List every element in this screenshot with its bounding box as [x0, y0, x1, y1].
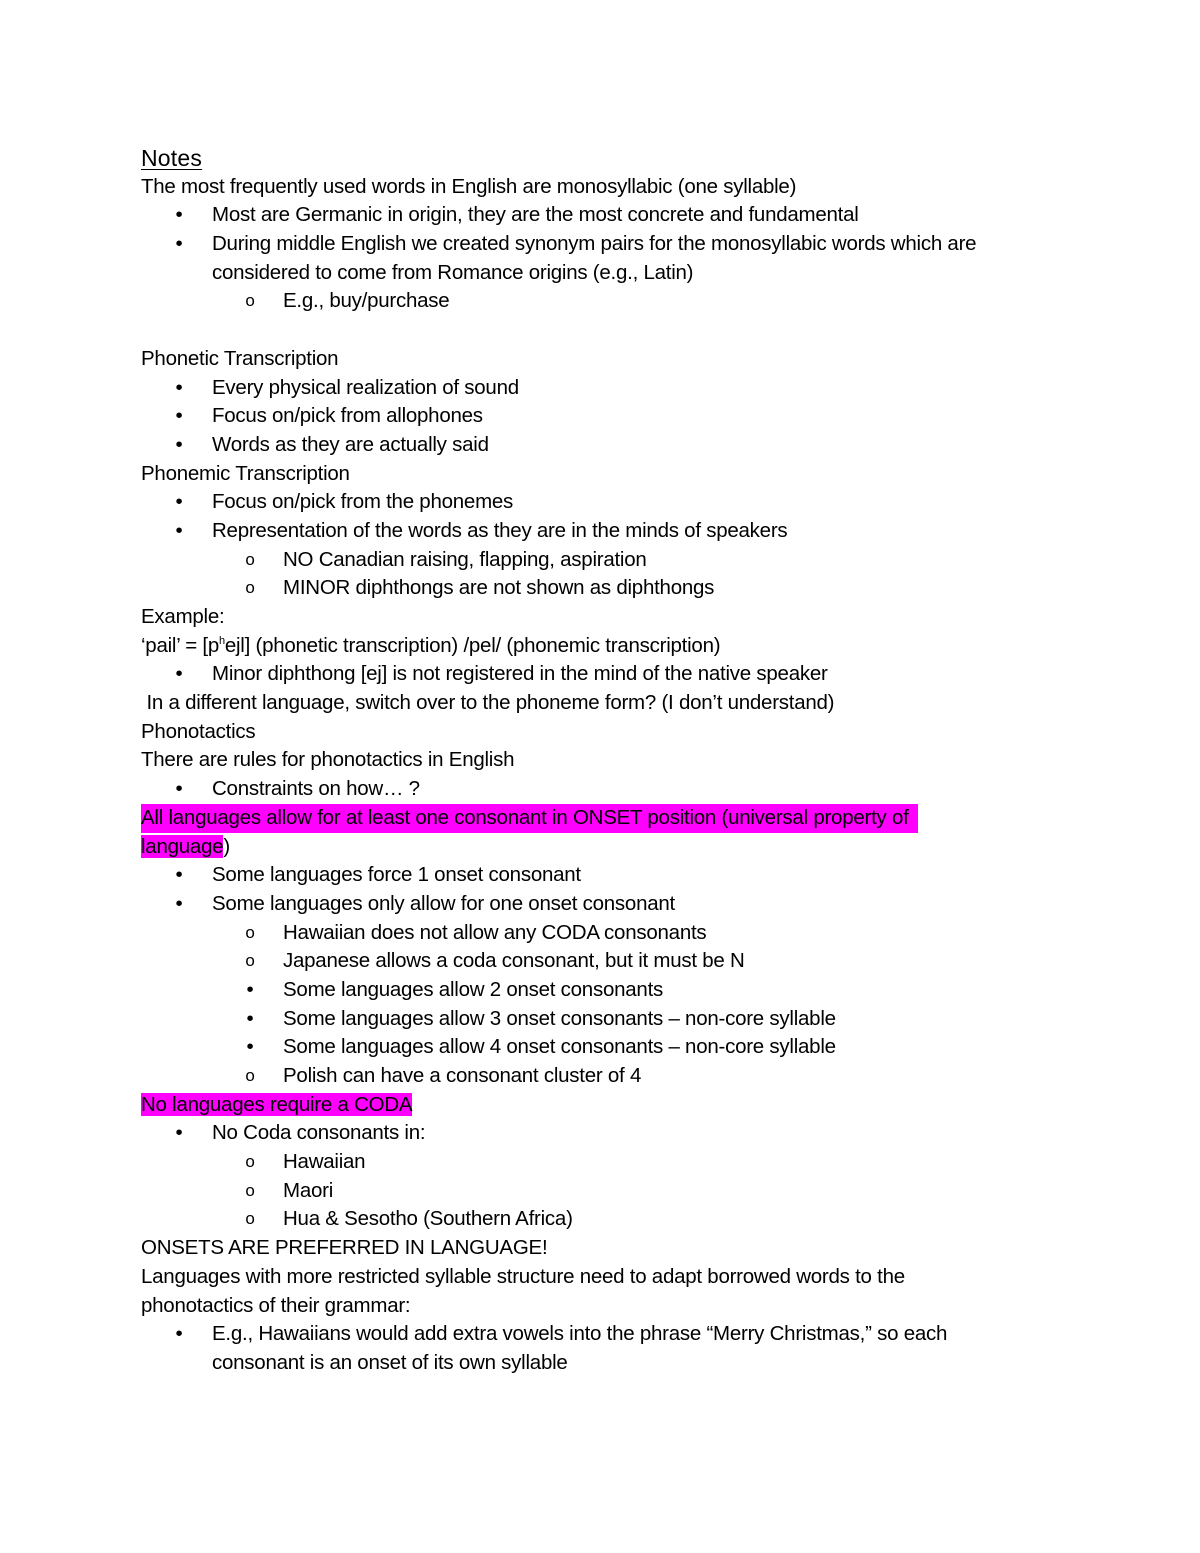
list-item [141, 775, 1121, 804]
sub-bullet-icon: o [245, 1209, 255, 1229]
sub-bullet-icon: o [245, 1180, 255, 1200]
list-item [141, 660, 1121, 689]
example-transcription [141, 632, 1121, 661]
bullet-icon: • [175, 375, 183, 399]
example-text-end: ejl] (phonetic transcription) /pel/ (phonemic transcription) [224, 633, 721, 657]
list-item-text: Minor diphthong [ej] is not registered in the mind of the native speaker [212, 662, 828, 686]
sub-list-item [141, 976, 1121, 1005]
aspiration-superscript: h [218, 634, 225, 647]
list-item-text: considered to come from Romance origins (e.g., Latin) [212, 260, 694, 284]
sub-bullet-icon: o [245, 922, 255, 942]
section-heading-phonotactics: Phonotactics [141, 719, 256, 743]
sub-bullet-icon: o [245, 951, 255, 971]
section-heading-phonetic: Phonetic Transcription [141, 346, 339, 370]
bullet-icon: • [175, 432, 183, 456]
sub-bullet-icon: o [245, 578, 255, 598]
phonotactics-rules: There are rules for phonotactics in English [141, 748, 515, 772]
highlighted-text: language [141, 834, 224, 858]
list-item-text: Some languages only allow for one onset consonant [212, 891, 675, 915]
sub-list-item-text: MINOR diphthongs are not shown as diphthongs [283, 576, 715, 600]
sub-list-item-text: Hawaiian [283, 1150, 366, 1174]
bullet-icon: • [175, 1322, 183, 1346]
highlight-onset-line-1 [141, 804, 1121, 833]
highlighted-text: No languages require a CODA [141, 1092, 413, 1116]
bullet-icon: • [246, 1006, 254, 1030]
sub-list-item-text: Maori [283, 1178, 334, 1202]
sub-list-item [141, 287, 1121, 316]
document-page [141, 144, 1121, 1378]
sub-list [141, 919, 1121, 1091]
sub-list-item-text: Hua & Sesotho (Southern Africa) [283, 1207, 573, 1231]
bullet-icon: • [175, 777, 183, 801]
sub-list-item [141, 947, 1121, 976]
highlight-coda-line [141, 1091, 1121, 1120]
list-item-text: Every physical realization of sound [212, 375, 519, 399]
sub-list-item-text: E.g., buy/purchase [283, 289, 450, 313]
list-item-text: Constraints on how… ? [212, 777, 420, 801]
list-item [141, 517, 1121, 546]
sub-list-item-text: Polish can have a consonant cluster of 4 [283, 1064, 642, 1087]
list-item-text: Words as they are actually said [212, 432, 489, 456]
onsets-preferred: ONSETS ARE PREFERRED IN LANGUAGE! [141, 1236, 548, 1260]
sub-list-item [141, 1205, 1121, 1234]
list-item-text: Most are Germanic in origin, they are the most concrete and fundamental [212, 203, 859, 227]
bullet-icon: • [175, 518, 183, 542]
bullet-icon: • [175, 203, 183, 227]
list-item-continuation [141, 1349, 1121, 1378]
sub-list-item-text: Some languages allow 2 onset consonants [283, 977, 664, 1001]
list-item-text: Focus on/pick from allophones [212, 404, 483, 428]
intro-text: The most frequently used words in English are monosyllabic (one syllable) [141, 174, 797, 198]
list-item [141, 431, 1121, 460]
bullet-icon: • [175, 404, 183, 428]
sub-list-item-text: NO Canadian raising, flapping, aspiration [283, 547, 647, 571]
sub-bullet-icon: o [245, 291, 255, 311]
bullet-icon: • [175, 863, 183, 887]
closing-paren: ) [223, 834, 230, 858]
list-item [141, 488, 1121, 517]
sub-list-item [141, 919, 1121, 948]
list-item-text: consonant is an onset of its own syllable [212, 1350, 568, 1374]
section-heading-phonemic: Phonemic Transcription [141, 461, 350, 485]
list-item-text: E.g., Hawaiians would add extra vowels into the phrase “Merry Christmas,” so each [212, 1322, 948, 1346]
list-item-text: Focus on/pick from the phonemes [212, 490, 514, 514]
bullet-icon: • [175, 891, 183, 915]
restricted-text-2: phonotactics of their grammar: [141, 1293, 411, 1317]
page-title: Notes [141, 145, 203, 171]
bullet-icon: • [175, 232, 183, 256]
example-text-start: ‘pail’ = [p [141, 633, 219, 657]
bullet-icon: • [175, 662, 183, 686]
sub-list-item-text: Japanese allows a coda consonant, but it must be N [283, 949, 745, 973]
list-item-text: Representation of the words as they are in the minds of speakers [212, 518, 788, 542]
list-item-text: During middle English we created synonym pairs for the monosyllabic words which are [212, 232, 977, 256]
sub-list-item-text: Some languages allow 3 onset consonants – non-core syllable [283, 1006, 836, 1030]
sub-list-item [141, 1177, 1121, 1206]
sub-bullet-icon: o [245, 1066, 255, 1085]
example-note: In a different language, switch over to the phoneme form? (I don’t understand) [141, 691, 835, 715]
sub-list-item [141, 574, 1121, 603]
highlight-onset-line-2 [141, 833, 1121, 862]
bullet-icon: • [175, 490, 183, 514]
sub-list-item-text: Some languages allow 4 onset consonants – non-core syllable [283, 1035, 836, 1059]
bullet-icon: • [246, 1035, 254, 1059]
sub-list-item [141, 1005, 1121, 1034]
blank-line [141, 316, 1121, 345]
sub-bullet-icon: o [245, 549, 255, 569]
example-heading: Example: [141, 605, 225, 628]
list-item [141, 374, 1121, 403]
sub-list-item [141, 1148, 1121, 1177]
sub-list-item [141, 546, 1121, 575]
list-item [141, 201, 1121, 230]
sub-list-item [141, 1033, 1121, 1062]
list-item [141, 230, 1121, 259]
sub-list-item-text: Hawaiian does not allow any CODA consonants [283, 920, 707, 944]
list-item-text: No Coda consonants in: [212, 1121, 426, 1145]
list-item [141, 1320, 1121, 1349]
bullet-icon: • [175, 1121, 183, 1145]
list-item [141, 890, 1121, 919]
sub-list-item [141, 1062, 1121, 1091]
list-item [141, 861, 1121, 890]
list-item [141, 402, 1121, 431]
list-item [141, 1119, 1121, 1148]
list-item-text: Some languages force 1 onset consonant [212, 863, 581, 887]
restricted-text-1: Languages with more restricted syllable structure need to adapt borrowed words to the [141, 1264, 905, 1288]
bullet-icon: • [246, 977, 254, 1001]
highlighted-text: All languages allow for at least one consonant in ONSET position (universal property of [141, 804, 918, 833]
list-item-continuation [141, 259, 1121, 288]
sub-bullet-icon: o [245, 1152, 255, 1172]
